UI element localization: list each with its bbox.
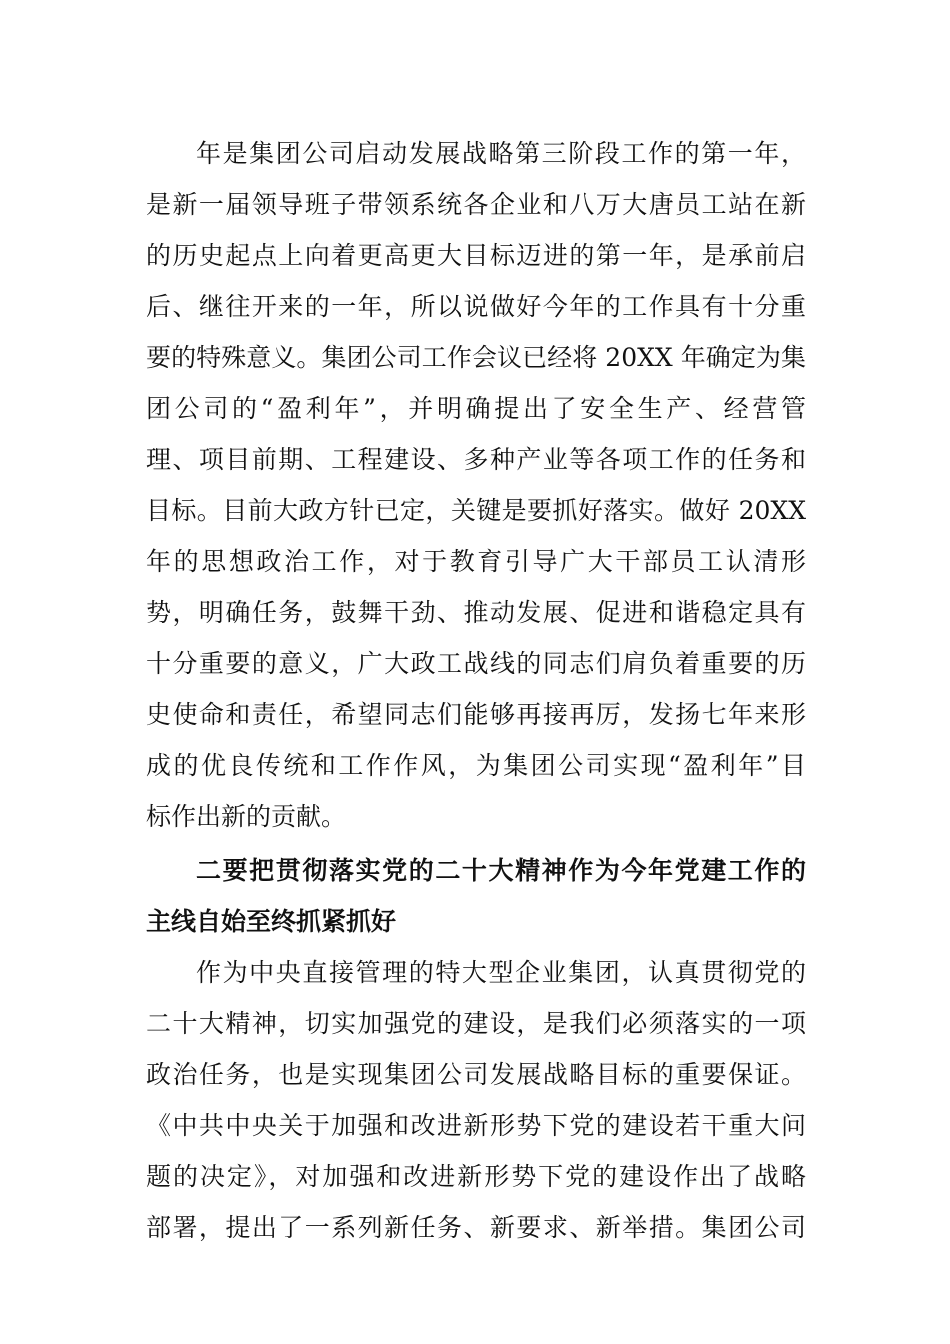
paragraph-line: 部署，提出了一系列新任务、新要求、新举措。集团公司 xyxy=(146,1213,806,1242)
paragraph-line: 《中共中央关于加强和改进新形势下党的建设若干重大问 xyxy=(146,1111,806,1140)
paragraph-line: 团公司的“盈利年”，并明确提出了安全生产、经营管 xyxy=(146,394,806,423)
paragraph-line: 要的特殊意义。集团公司工作会议已经将 20XX 年确定为集 xyxy=(146,343,806,372)
paragraph-line: 年是集团公司启动发展战略第三阶段工作的第一年， xyxy=(196,139,806,168)
paragraph-line: 史使命和责任，希望同志们能够再接再厉，发扬七年来形 xyxy=(146,700,806,729)
document-body xyxy=(146,128,806,1253)
paragraph-line: 二十大精神，切实加强党的建设，是我们必须落实的一项 xyxy=(146,1009,806,1038)
paragraph-line: 成的优良传统和工作作风，为集团公司实现“盈利年”目 xyxy=(146,751,806,780)
paragraph-line: 目标。目前大政方针已定，关键是要抓好落实。做好 20XX xyxy=(146,496,806,525)
paragraph-1 xyxy=(146,128,806,842)
paragraph-line: 十分重要的意义，广大政工战线的同志们肩负着重要的历 xyxy=(146,649,806,678)
paragraph-line: 的历史起点上向着更高更大目标迈进的第一年，是承前启 xyxy=(146,241,806,270)
paragraph-line: 题的决定》，对加强和改进新形势下党的建设作出了战略 xyxy=(146,1162,806,1191)
paragraph-line: 势，明确任务，鼓舞干劲、推动发展、促进和谐稳定具有 xyxy=(146,598,806,627)
paragraph-line: 理、项目前期、工程建设、多种产业等各项工作的任务和 xyxy=(146,445,806,474)
paragraph-line: 标作出新的贡献。 xyxy=(146,802,347,831)
paragraph-3 xyxy=(146,947,806,1253)
paragraph-line: 是新一届领导班子带领系统各企业和八万大唐员工站在新 xyxy=(146,190,806,219)
heading-line: 主线自始至终抓紧抓好 xyxy=(146,907,397,936)
paragraph-line: 作为中央直接管理的特大型企业集团，认真贯彻党的 xyxy=(196,958,806,987)
paragraph-line: 政治任务，也是实现集团公司发展战略目标的重要保证。 xyxy=(146,1060,806,1089)
paragraph-line: 年的思想政治工作，对于教育引导广大干部员工认清形 xyxy=(146,547,806,576)
paragraph-line: 后、继往开来的一年，所以说做好今年的工作具有十分重 xyxy=(146,292,806,321)
section-heading xyxy=(146,845,806,947)
heading-line: 二要把贯彻落实党的二十大精神作为今年党建工作的 xyxy=(196,856,806,885)
